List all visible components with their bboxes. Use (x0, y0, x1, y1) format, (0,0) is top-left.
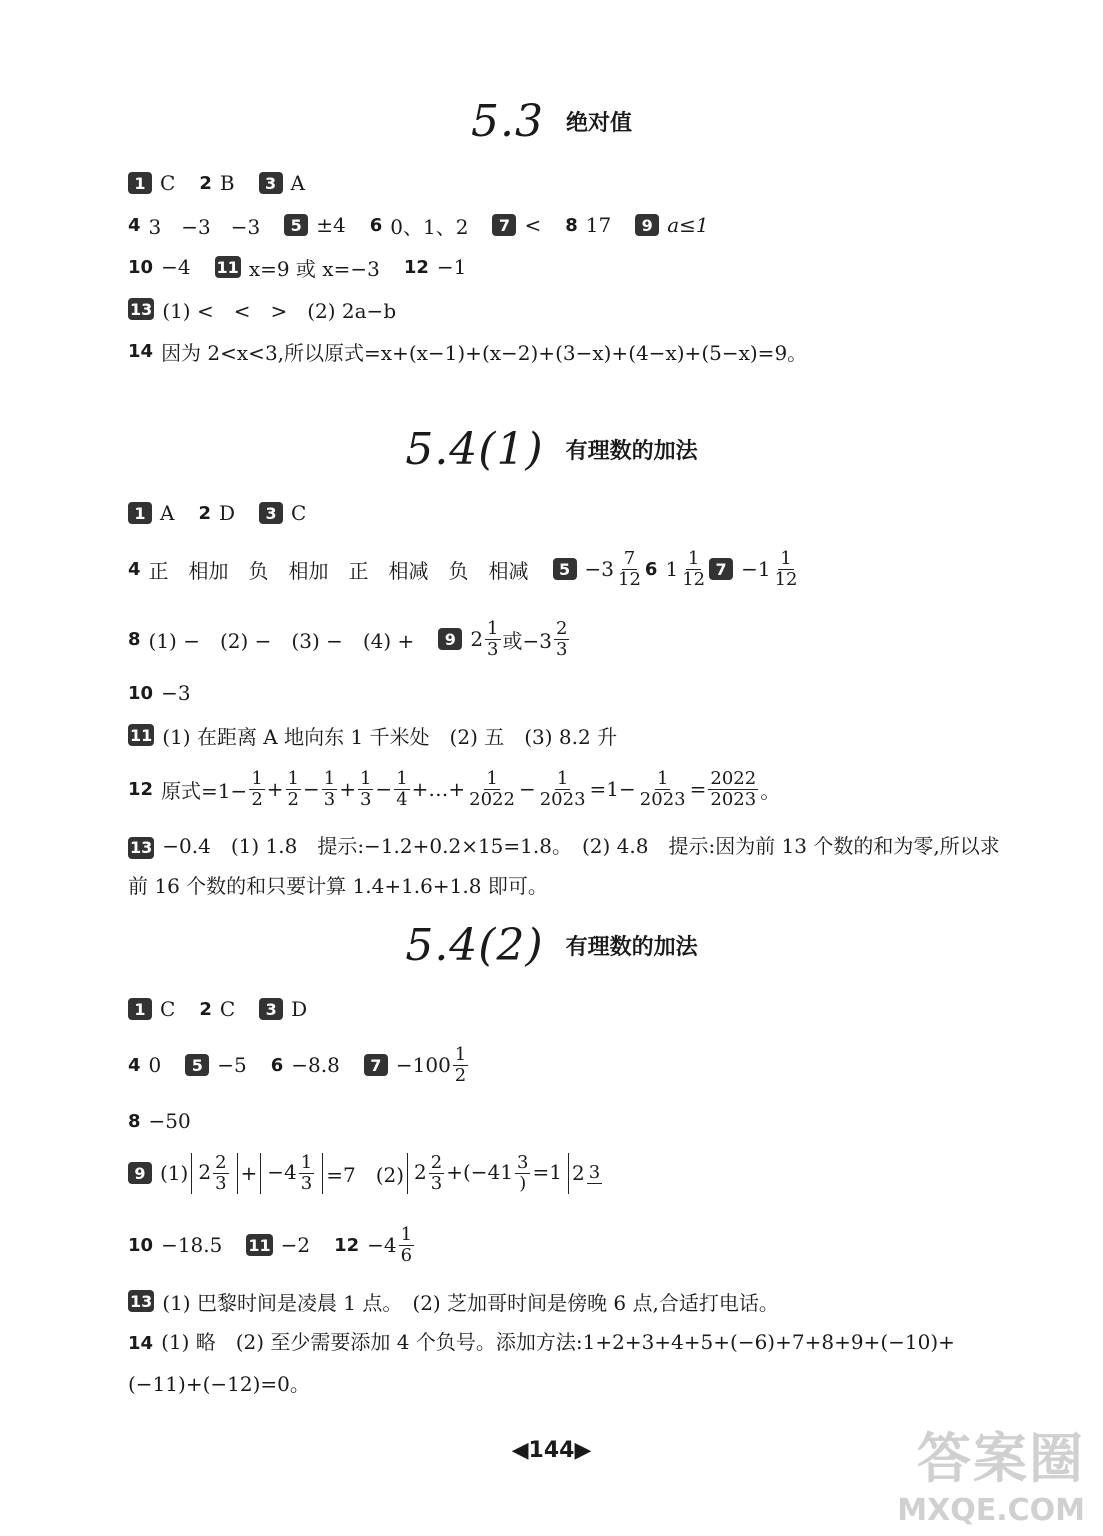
fraction: $\frac{1}{3}$ (323, 767, 336, 810)
page-number: ◀144▶ (511, 1438, 592, 1463)
answer-line: 8 −50 (128, 1109, 191, 1133)
fraction: $\frac{1}{3}$ (487, 617, 499, 660)
fraction: 3 (588, 1161, 601, 1183)
section-title-5-3: 5.3 绝对值 (471, 96, 632, 147)
answer-line: 14 (1) 略 (2) 至少需要添加 4 个负号。添加方法:1+2+3+4+5+(−6)+7+8+9+(−10)+(−11)+(−12)=0。 (128, 1330, 955, 1396)
fraction: $\frac{1}{12}$ (682, 547, 706, 590)
fraction: $\frac{1}{6}$ (400, 1223, 413, 1266)
absolute-value: 2 $\frac{2}{3}$ (191, 1153, 237, 1194)
fraction: $\frac{2}{3}$ (555, 617, 568, 660)
fraction: $\frac{1}{2}$ (251, 767, 263, 810)
section-title-5-4-1: 5.4(1) 有理数的加法 (405, 424, 698, 475)
answer-line: 1 C 2 B 3 A (128, 160, 305, 206)
fraction: $\frac{2}{3}$ (215, 1151, 227, 1194)
answer-line: 12 原式=1− $\frac{1}{2}$ + $\frac{1}{2}$ − $\frac{1}{3}$ + $\frac{1}{3}$ − $\frac{1}{4}$ +…+ $\frac{1}{2022}$ − $\frac{1}{2023}$ =1− $\frac{1}{2023}$ = $\frac{2022}{2023}$ 。 (128, 767, 781, 810)
answer-line: 1 C 2 C 3 D (128, 986, 307, 1032)
answer-line: 13 (1) < < > (2) 2a−b (130, 298, 397, 323)
fraction: $\frac{1}{2022}$ (469, 767, 515, 810)
answer-line: 10 −3 (128, 681, 191, 705)
answer-line: 10 −18.5 11 −2 12 −4 $\frac{1}{6}$ (128, 1223, 413, 1266)
section-title-5-4-2: 5.4(2) 有理数的加法 (405, 920, 698, 971)
fraction: $\frac{1}{12}$ (774, 547, 798, 590)
answer-line: 4 3 −3 −3 5 ±4 6 0、1、2 7 < 8 17 9 a≤1 (128, 213, 709, 239)
answer-line: 11 (1) 在距离 A 地向东 1 千米处 (2) 五 (3) 8.2 升 (130, 724, 618, 749)
fraction: $\frac{2022}{2023}$ (710, 767, 757, 810)
fraction: $\frac{1}{4}$ (396, 767, 408, 810)
fraction: $\frac{7}{12}$ (618, 547, 641, 590)
answer-line: 9 (1) 2 $\frac{2}{3}$ + −4 $\frac{1}{3}$ =7 (2) 2 $\frac{2}{3}$ +(−41 $\frac{3}{)}$ =1 2 3 (128, 1150, 604, 1196)
fraction: $\frac{1}{2023}$ (539, 767, 586, 810)
answer-line: 13 −0.4 (1) 1.8 提示:−1.2+0.2×15=1.8。 (2) 4.8 提示:因为前 13 个数的和为零,所以求前 16 个数的和只要计算 1.4+1.6+1.8 即可。 (128, 834, 1000, 898)
fraction: $\frac{1}{3}$ (300, 1151, 313, 1194)
fraction: $\frac{1}{2023}$ (639, 767, 686, 810)
answer-line: 1 A 2 D 3 C (128, 490, 306, 536)
watermark: 答案圈 MXQE.COM (897, 1427, 1085, 1528)
fraction: $\frac{3}{)}$ (517, 1151, 529, 1194)
absolute-value: 2 $\frac{2}{3}$ +(−41 $\frac{3}{)}$ =1 (407, 1153, 569, 1194)
answer-line: 10 −4 11 x=9 或 x=−3 12 −1 (128, 255, 467, 281)
fraction: $\frac{1}{3}$ (359, 767, 372, 810)
fraction: $\frac{2}{3}$ (430, 1151, 443, 1194)
answer-line: 14 因为 2<x<3,所以原式=x+(x−1)+(x−2)+(3−x)+(4−x)+(5−x)=9。 (128, 340, 808, 365)
answer-line: 4 0 5 −5 6 −8.8 7 −100 $\frac{1}{2}$ (128, 1043, 467, 1086)
fraction: $\frac{1}{2}$ (287, 767, 299, 810)
absolute-value: −4 $\frac{1}{3}$ (260, 1153, 323, 1194)
answer-line: 13 (1) 巴黎时间是凌晨 1 点。 (2) 芝加哥时间是傍晚 6 点,合适打电话。 (130, 1290, 779, 1315)
answer-line: 4 正 相加 负 相加 正 相减 负 相减 5 −3 $\frac{7}{12}$ 6 1 $\frac{1}{12}$ 7 −1 $\frac{1}{12}$ (128, 547, 798, 590)
answer-line: 8 (1) − (2) − (3) − (4) + 9 2 $\frac{1}{3}$ 或−3 $\frac{2}{3}$ (128, 617, 568, 660)
fraction: $\frac{1}{2}$ (454, 1043, 467, 1086)
